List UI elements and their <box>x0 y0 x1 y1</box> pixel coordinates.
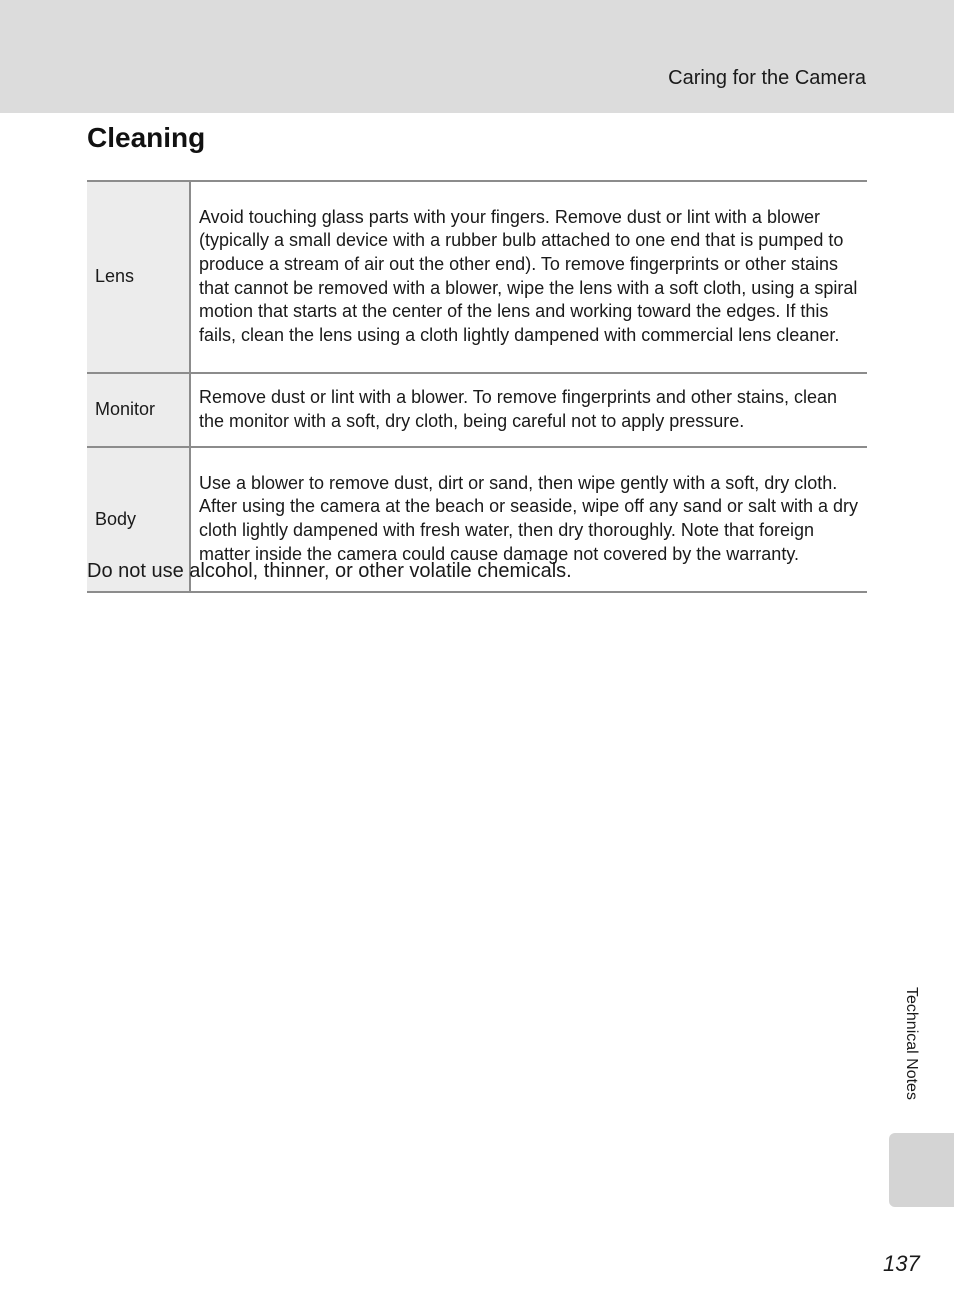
table-row-monitor <box>87 373 867 447</box>
row-description: Avoid touching glass parts with your fingers. Remove dust or lint with a blower (typically a small device with a rubber bulb attached to one end that is pumped to produce a stream of air out the other end). To remove fingerprints or other stains that cannot be removed with a blower, wipe the lens with a soft cloth, using a spiral motion that starts at the center of the lens and working toward the edges. If this fails, clean the lens using a cloth lightly dampened with commercial lens cleaner. <box>199 206 858 345</box>
table-row-lens <box>87 181 867 373</box>
row-label: Monitor <box>87 373 190 447</box>
caution-note: Do not use alcohol, thinner, or other volatile chemicals. <box>87 560 572 582</box>
page-number: 137 <box>883 1251 920 1276</box>
cleaning-table <box>87 180 867 593</box>
page-heading: Cleaning <box>87 122 206 153</box>
section-title: Caring for the Camera <box>668 67 866 89</box>
side-tab-label: Technical Notes <box>903 987 920 1100</box>
row-label: Body <box>87 447 190 592</box>
side-tab-marker <box>889 1133 954 1207</box>
row-description: Use a blower to remove dust, dirt or sand, then wipe gently with a soft, dry cloth. After using the camera at the beach or seaside, wipe off any sand or salt with a dry cloth lightly dampened with fresh water, then dry thoroughly. Note that foreign matter inside the camera could cause damage not covered by the warranty. <box>199 472 859 564</box>
row-description: Remove dust or lint with a blower. To remove fingerprints and other stains, clean the monitor with a soft, dry cloth, being careful not to apply pressure. <box>199 386 837 431</box>
header-band <box>0 0 954 113</box>
row-label: Lens <box>87 181 190 373</box>
